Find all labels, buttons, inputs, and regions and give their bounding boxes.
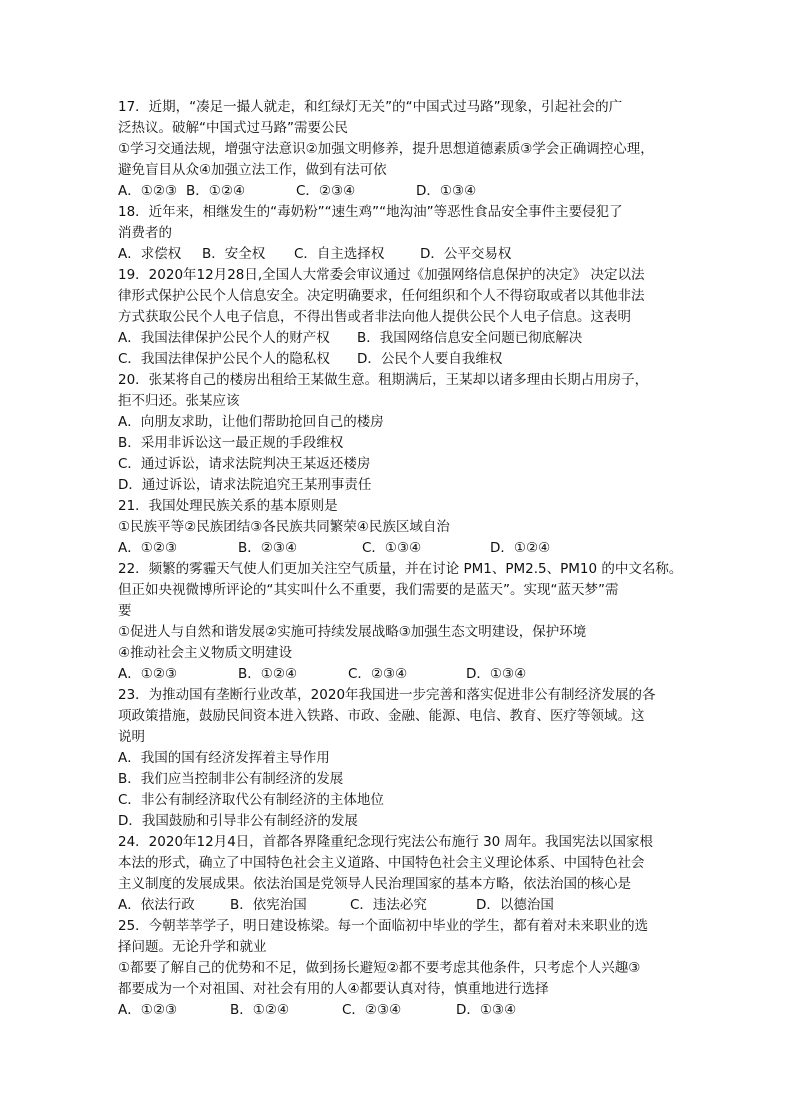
question-stem: 20．张某将自己的楼房出租给王某做生意。租期满后，王某却以诸多理由长期占用房子， <box>118 372 649 388</box>
option-b: B．我国网络信息安全问题已彻底解决 <box>357 330 583 346</box>
option-b: B．采用非诉讼这一最正规的手段维权 <box>118 435 344 451</box>
question-items: ①学习交通法规，增强守法意识②加强文明修养，提升思想道德素质③学会正确调控心理， <box>118 141 654 157</box>
exam-page <box>118 97 683 1021</box>
options-row <box>118 1000 678 1021</box>
question-stem: 主义制度的发展成果。依法治国是党领导人民治理国家的基本方略，依法治国的核心是 <box>118 876 631 892</box>
question-stem: 25．今朝莘莘学子，明日建设栋梁。每一个面临初中毕业的学生，都有着对未来职业的选 <box>118 918 649 934</box>
question-stem: 18．近年来，相继发生的“毒奶粉”“速生鸡”“地沟油”等恶性食品安全事件主要侵犯了 <box>118 204 623 220</box>
question-stem: 拒不归还。张某应该 <box>118 393 240 409</box>
option-d: D．①③④ <box>466 666 527 682</box>
option-b: B．安全权 <box>202 246 266 262</box>
option-c: C．自主选择权 <box>294 246 385 262</box>
option-c: C．②③④ <box>296 183 356 199</box>
question-items: 都要成为一个对祖国、对社会有用的人④都要认真对待，慎重地进行选择 <box>118 981 549 997</box>
option-c: C．我国法律保护公民个人的隐私权 <box>118 351 330 367</box>
option-a: A．向朋友求助，让他们帮助抢回自己的楼房 <box>118 414 384 430</box>
option-a: A．①②③ <box>118 183 178 199</box>
option-c: C．通过诉讼，请求法院判决王某返还楼房 <box>118 456 371 472</box>
question-stem: 要 <box>118 603 132 619</box>
option-a: A．我国法律保护公民个人的财产权 <box>118 330 330 346</box>
question-25 <box>118 916 678 1021</box>
question-stem: 择问题。无论升学和就业 <box>118 939 267 955</box>
option-a: A．求偿权 <box>118 246 182 262</box>
option-d: D．通过诉讼，请求法院追究王某刑事责任 <box>118 477 372 493</box>
option-c: C．非公有制经济取代公有制经济的主体地位 <box>118 792 384 808</box>
options-row <box>118 538 678 559</box>
option-b: B．①②④ <box>238 666 298 682</box>
option-d: D．①③④ <box>456 1002 517 1018</box>
option-d: D．①②④ <box>490 540 551 556</box>
question-stem: 本法的形式，确立了中国特色社会主义道路、中国特色社会主义理论体系、中国特色社会 <box>118 855 645 871</box>
question-stem: 22．频繁的雾霾天气使人们更加关注空气质量，并在讨论 PM1、PM2.5、PM10 的中文名称。 <box>118 561 683 577</box>
question-stem: 说明 <box>118 729 145 745</box>
option-b: B．①②④ <box>230 1002 290 1018</box>
option-a: A．①②③ <box>118 540 178 556</box>
question-stem: 方式获取公民个人电子信息，不得出售或者非法向他人提供公民个人电子信息。这表明 <box>118 309 631 325</box>
option-b: B．我们应当控制非公有制经济的发展 <box>118 771 344 787</box>
option-a: A．我国的国有经济发挥着主导作用 <box>118 750 330 766</box>
options-row <box>118 244 678 265</box>
option-a: A．依法行政 <box>118 897 195 913</box>
question-stem: 23．为推动国有垄断行业改革，2020年我国进一步完善和落实促进非公有制经济发展的各 <box>118 687 656 703</box>
question-stem: 律形式保护公民个人信息安全。决定明确要求，任何组织和个人不得窃取或者以其他非法 <box>118 288 645 304</box>
question-20 <box>118 370 678 496</box>
question-items: ①促进人与自然和谐发展②实施可持续发展战略③加强生态文明建设，保护环境 <box>118 624 587 640</box>
question-stem: 17．近期，“凑足一撮人就走，和红绿灯无关”的“中国式过马路”现象，引起社会的广 <box>118 99 623 115</box>
option-d: D．①③④ <box>416 183 477 199</box>
question-21 <box>118 496 678 559</box>
question-23 <box>118 685 678 832</box>
option-b: B．①②④ <box>186 183 246 199</box>
options-row <box>118 664 678 685</box>
question-stem: 24．2020年12月4日，首都各界隆重纪念现行宪法公布施行 30 周年。我国宪法以国家根 <box>118 834 654 850</box>
option-d: D．我国鼓励和引导非公有制经济的发展 <box>118 813 358 829</box>
option-d: D．以德治国 <box>476 897 554 913</box>
option-a: A．①②③ <box>118 1002 178 1018</box>
option-c: C．①③④ <box>362 540 422 556</box>
question-22 <box>118 559 683 685</box>
option-c: C．违法必究 <box>350 897 427 913</box>
options-row <box>118 349 678 370</box>
option-b: B．依宪治国 <box>230 897 307 913</box>
options-row <box>118 328 678 349</box>
option-b: B．②③④ <box>238 540 298 556</box>
option-c: C．②③④ <box>342 1002 402 1018</box>
option-a: A．①②③ <box>118 666 178 682</box>
question-items: ①都要了解自己的优势和不足，做到扬长避短②都不要考虑其他条件，只考虑个人兴趣③ <box>118 960 641 976</box>
question-18 <box>118 202 678 265</box>
question-items: ①民族平等②民族团结③各民族共同繁荣④民族区域自治 <box>118 519 450 535</box>
question-stem: 但正如央视微博所评论的“其实叫什么不重要，我们需要的是蓝天”。实现“蓝天梦”需 <box>118 582 619 598</box>
option-c: C．②③④ <box>348 666 408 682</box>
question-stem: 21．我国处理民族关系的基本原则是 <box>118 498 338 514</box>
question-stem: 消费者的 <box>118 225 172 241</box>
options-row <box>118 181 678 202</box>
question-stem: 项政策措施，鼓励民间资本进入铁路、市政、金融、能源、电信、教育、医疗等领域。这 <box>118 708 645 724</box>
options-row <box>118 895 678 916</box>
question-19 <box>118 265 678 370</box>
question-24 <box>118 832 678 916</box>
option-d: D．公民个人要自我维权 <box>357 351 503 367</box>
question-items: 避免盲目从众④加强立法工作，做到有法可依 <box>118 162 387 178</box>
question-17 <box>118 97 678 202</box>
question-items: ④推动社会主义物质文明建设 <box>118 645 293 661</box>
question-stem: 泛热议。破解“中国式过马路”需要公民 <box>118 120 348 136</box>
question-stem: 19．2020年12月28日,全国人大常委会审议通过《加强网络信息保护的决定》 决定以法 <box>118 267 645 283</box>
option-d: D．公平交易权 <box>420 246 512 262</box>
